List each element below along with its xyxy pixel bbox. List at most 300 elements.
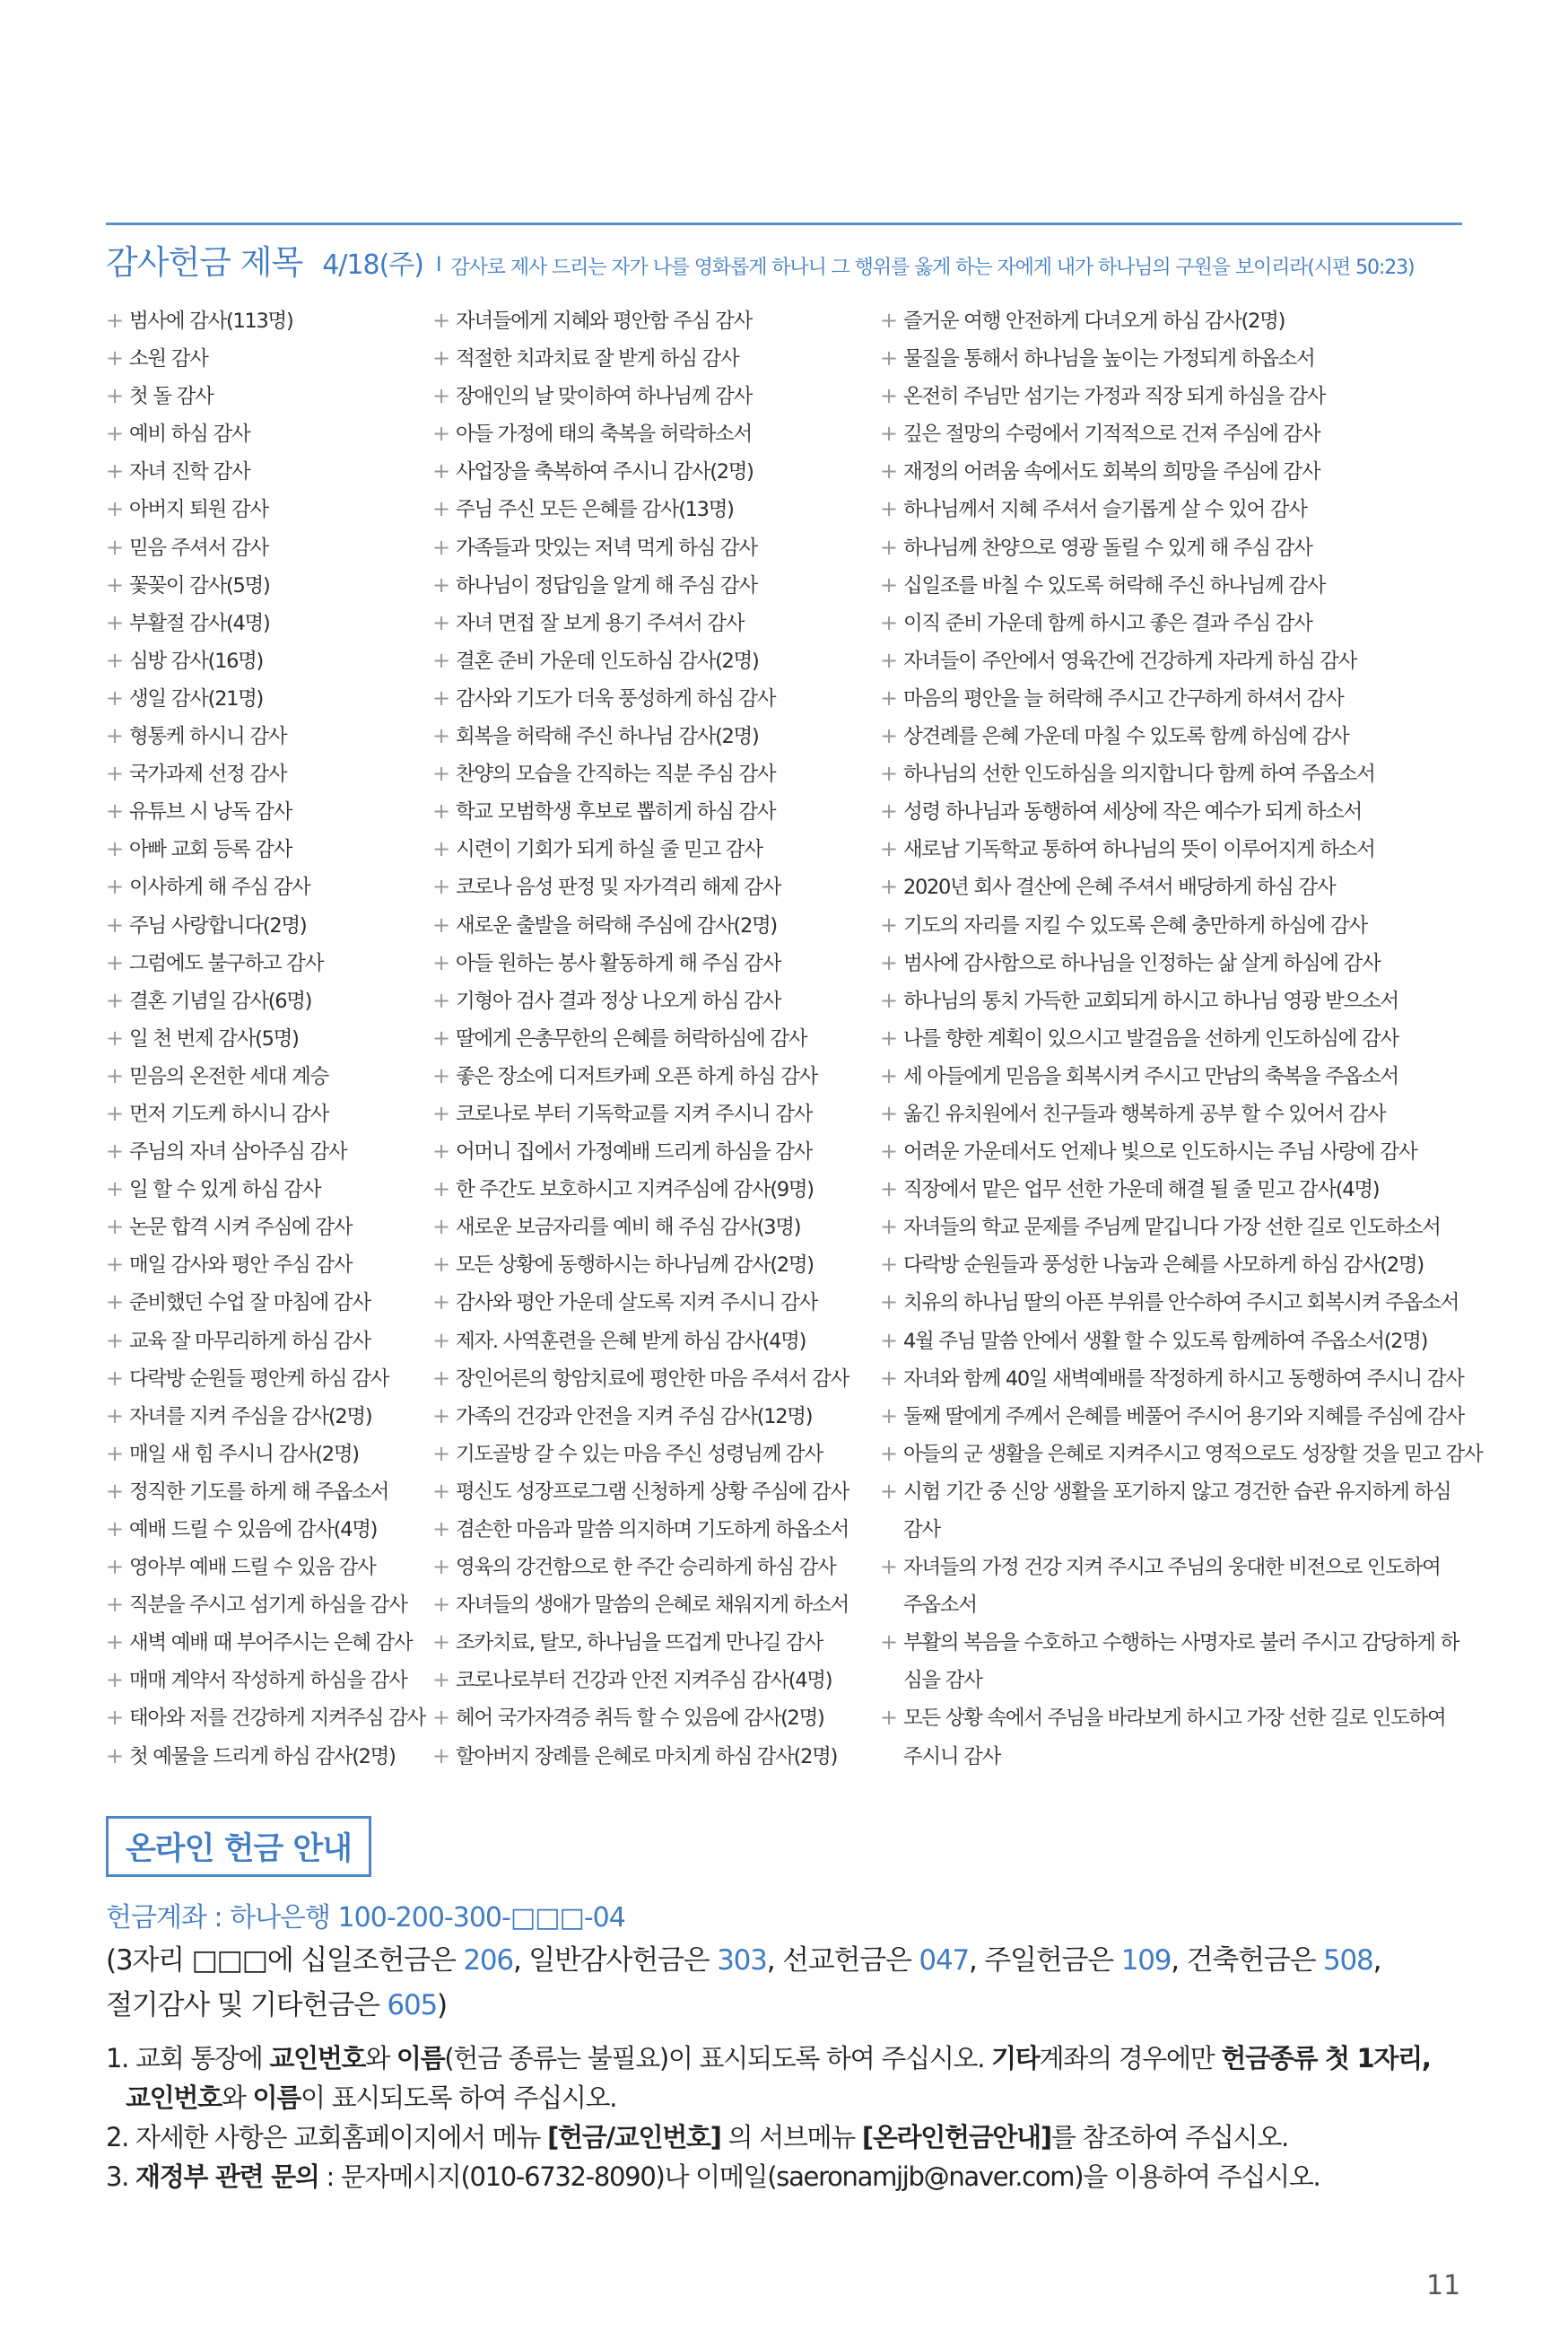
account-info: 헌금계좌 : 하나은행 100-200-300-□□□-04: [106, 1902, 625, 1934]
thanks-item-text: 조카치료, 탈모, 하나님을 뜨겁게 만나길 감사: [456, 1631, 823, 1655]
thanks-item-text: 재정의 어려움 속에서도 회복의 희망을 주심에 감사: [903, 460, 1320, 485]
thanks-item: [432, 1472, 849, 1510]
plus-icon: +: [106, 1440, 123, 1466]
plus-icon: +: [880, 1025, 897, 1051]
thanks-item: [880, 642, 1482, 679]
thanks-item: [106, 1170, 425, 1208]
thanks-item: [432, 1095, 849, 1132]
thanks-item: [880, 1245, 1482, 1283]
thanks-item-text: 한 주간도 보호하시고 지켜주심에 감사(9명): [456, 1178, 814, 1202]
thanks-item-text: 새벽 예배 때 부어주시는 은혜 감사: [129, 1631, 413, 1655]
plus-icon: +: [432, 1365, 449, 1391]
thanks-item: [432, 1435, 849, 1472]
thanks-item-text: 자녀들의 학교 문제를 주님께 맡깁니다 가장 선한 길로 인도하소서: [903, 1216, 1441, 1240]
thanks-item: [432, 755, 849, 792]
thanks-item: [432, 1322, 849, 1359]
thanks-item-text: 자녀 면접 잘 보게 용기 주셔서 감사: [456, 611, 745, 635]
codes-text: , 일반감사헌금은: [512, 1944, 718, 1977]
plus-icon: +: [432, 1629, 449, 1655]
plus-icon: +: [106, 572, 123, 598]
thanks-item: [432, 490, 849, 528]
thanks-item: [432, 1548, 849, 1585]
thanks-item-text: 부활의 복음을 수호하고 수행하는 사명자로 불러 주시고 감당하게 하: [903, 1631, 1459, 1655]
thanks-item: [432, 944, 849, 982]
thanks-item: [106, 566, 425, 604]
thanks-item-text: 태아와 저를 건강하게 지켜주심 감사: [129, 1707, 425, 1731]
thanks-item: [106, 868, 425, 905]
thanks-item-text: 직장에서 맡은 업무 선한 가운데 해결 될 줄 믿고 감사(4명): [903, 1178, 1380, 1202]
plus-icon: +: [106, 609, 123, 635]
thanks-item: [880, 1661, 1482, 1698]
thanks-item-text: 치유의 하나님 딸의 아픈 부위를 안수하여 주시고 회복시켜 주옵소서: [903, 1291, 1459, 1315]
thanks-item-text: 좋은 장소에 디저트카페 오픈 하게 하심 감사: [456, 1064, 817, 1088]
plus-icon: +: [106, 1742, 123, 1768]
thanks-item-text: 겸손한 마음과 말씀 의지하며 기도하게 하옵소서: [456, 1518, 849, 1541]
codes-text: ): [437, 1989, 447, 2021]
building-code: 508: [1322, 1944, 1373, 1977]
plus-icon: +: [880, 1365, 897, 1391]
thanks-item-text: 그럼에도 불구하고 감사: [129, 951, 324, 975]
thanks-item-text: 코로나로 부터 기독학교를 지켜 주시니 감사: [456, 1102, 813, 1126]
thanks-item: [432, 1585, 849, 1623]
thanks-item: [880, 1698, 1482, 1736]
thanks-item: [106, 1698, 425, 1736]
thanks-item: [432, 1397, 849, 1435]
thanks-item: [106, 452, 425, 490]
thanks-item-text: 영아부 예배 드릴 수 있음 감사: [129, 1556, 376, 1580]
thanks-item: [880, 1057, 1482, 1095]
thanks-item-text: 교육 잘 마무리하게 하심 감사: [129, 1329, 370, 1353]
thanks-item-text: 어머니 집에서 가정예배 드리게 하심을 감사: [456, 1140, 813, 1165]
thanks-item: [106, 1585, 425, 1623]
plus-icon: +: [106, 1289, 123, 1315]
plus-icon: +: [106, 1629, 123, 1655]
thanks-item: [106, 1623, 425, 1661]
plus-icon: +: [432, 1139, 449, 1165]
thanks-item-text: 깊은 절망의 수렁에서 기적적으로 건져 주심에 감사: [903, 423, 1320, 447]
plus-icon: +: [106, 345, 123, 371]
thanks-item-text: 아버지 퇴원 감사: [129, 498, 268, 522]
thanks-item-text: 첫 예물을 드리게 하심 감사(2명): [129, 1744, 396, 1768]
thanks-item: [432, 1057, 849, 1095]
thanks-item: [106, 717, 425, 755]
thanks-item: [106, 528, 425, 566]
plus-icon: +: [880, 1214, 897, 1240]
separator: I: [435, 254, 442, 276]
thanks-item: [432, 1019, 849, 1057]
mission-code: 047: [919, 1944, 969, 1977]
plus-icon: +: [432, 1289, 449, 1315]
plus-icon: +: [880, 1062, 897, 1088]
thanks-item: [432, 717, 849, 755]
thanks-item: [880, 1397, 1482, 1435]
plus-icon: +: [880, 1327, 897, 1353]
thanks-item: [432, 1283, 849, 1321]
plus-icon: +: [432, 1478, 449, 1504]
note-text: : 문자메시지(010-6732-8090)나 이메일(saeronamjjb@naver.com)을 이용하여 주십시오.: [318, 2161, 1320, 2192]
thanks-item-text: 자녀 진학 감사: [129, 460, 250, 485]
thanks-item-text: 십일조를 바칠 수 있도록 허락해 주신 하나님께 감사: [903, 573, 1326, 598]
thanks-item-text: 세 아들에게 믿음을 회복시켜 주시고 만남의 축복을 주옵소서: [903, 1064, 1398, 1088]
thanks-item: [432, 868, 849, 905]
codes-text: , 선교헌금은: [766, 1944, 919, 1977]
plus-icon: +: [106, 1100, 123, 1126]
thanks-item-text: 마음의 평안을 늘 허락해 주시고 간구하게 하셔서 감사: [903, 686, 1344, 711]
codes-text: , 주일헌금은: [969, 1944, 1121, 1977]
thanks-item-text: 장애인의 날 맞이하여 하나님께 감사: [456, 385, 752, 409]
thanks-item-text: 상견례를 은혜 가운데 마칠 수 있도록 함께 하심에 감사: [903, 725, 1349, 749]
plus-icon: +: [106, 1705, 123, 1731]
plus-icon: +: [880, 799, 897, 825]
thanks-item-text: 결혼 기념일 감사(6명): [129, 989, 312, 1013]
note-text: 이 표시되도록 하여 주십시오.: [300, 2082, 617, 2113]
plus-icon: +: [432, 761, 449, 787]
plus-icon: +: [106, 949, 123, 975]
thanks-item: [432, 1698, 849, 1736]
offering-codes: [106, 1938, 1433, 2028]
plus-icon: +: [432, 874, 449, 900]
plus-icon: +: [432, 1742, 449, 1768]
thanks-item-text: 자녀들에게 지혜와 평안함 주심 감사: [456, 310, 752, 333]
thanks-item: [432, 452, 849, 490]
thanks-item-text: 주시니 감사: [903, 1744, 1001, 1768]
plus-icon: +: [880, 647, 897, 673]
thanks-item: [106, 1435, 425, 1472]
plus-icon: +: [880, 1629, 897, 1655]
thanks-item: [880, 1359, 1482, 1397]
plus-icon: +: [432, 685, 449, 711]
date: 4/18(주): [322, 249, 423, 281]
thanks-item: [432, 679, 849, 717]
thanks-item: [106, 1737, 425, 1775]
thanks-item-text: 새로운 보금자리를 예비 해 주심 감사(3명): [456, 1216, 801, 1240]
note-bold: [헌금/교인번호]: [547, 2122, 721, 2152]
thanks-item: [106, 1019, 425, 1057]
note-bold: 재정부 관련 문의: [135, 2161, 319, 2192]
thanks-column-1: [106, 301, 425, 1775]
plus-icon: +: [106, 496, 123, 522]
plus-icon: +: [432, 1554, 449, 1580]
thanks-item: [880, 339, 1482, 377]
thanks-item: [106, 1322, 425, 1359]
thanks-item: [432, 830, 849, 868]
note-text: 와: [221, 2082, 253, 2113]
thanks-item-text: 일 할 수 있게 하심 감사: [129, 1178, 321, 1202]
page-number: 11: [1426, 2270, 1461, 2301]
thanks-item: [880, 415, 1482, 452]
plus-icon: +: [106, 874, 123, 900]
thanks-item-text: 적절한 치과치료 잘 받게 하심 감사: [456, 347, 739, 371]
thanks-item: [880, 377, 1482, 415]
plus-icon: +: [106, 1478, 123, 1504]
thanks-item-text: 나를 향한 계획이 있으시고 발걸음을 선하게 인도하심에 감사: [903, 1026, 1398, 1051]
note-text: 의 서브메뉴: [720, 2122, 862, 2152]
plus-icon: +: [106, 1516, 123, 1541]
thanks-item-text: 하나님이 정답임을 알게 해 주심 감사: [456, 573, 757, 598]
plus-icon: +: [106, 1327, 123, 1353]
thanks-item-text: 학교 모범학생 후보로 뽑히게 하심 감사: [456, 800, 776, 825]
plus-icon: +: [432, 987, 449, 1013]
plus-icon: +: [106, 723, 123, 749]
thanks-item-text: 성령 하나님과 동행하여 세상에 작은 예수가 되게 하소서: [903, 800, 1362, 825]
online-offering-heading-box: [106, 1816, 371, 1877]
plus-icon: +: [432, 345, 449, 371]
thanks-item-text: 믿음 주셔서 감사: [129, 536, 268, 560]
thanks-item: [106, 906, 425, 944]
thanks-item: [106, 1510, 425, 1548]
thanks-item: [880, 1095, 1482, 1132]
thanks-item: [432, 982, 849, 1019]
thanks-item: [432, 1359, 849, 1397]
thanks-item: [106, 755, 425, 792]
plus-icon: +: [106, 534, 123, 560]
plus-icon: +: [880, 1554, 897, 1580]
thanks-item: [106, 1359, 425, 1397]
thanks-item-text: 주옵소서: [903, 1593, 977, 1618]
plus-icon: +: [880, 383, 897, 409]
thanks-item-text: 가족들과 맛있는 저녁 먹게 하심 감사: [456, 536, 757, 560]
thanks-item: [106, 377, 425, 415]
thanks-item-text: 꽃꽂이 감사(5명): [129, 573, 270, 598]
thanks-item: [432, 792, 849, 830]
thanks-item-text: 주님 주신 모든 은혜를 감사(13명): [456, 498, 734, 522]
thanks-item-text: 옮긴 유치원에서 친구들과 행복하게 공부 할 수 있어서 감사: [903, 1102, 1386, 1126]
note-text: 2. 자세한 사항은 교회홈페이지에서 메뉴: [106, 2122, 548, 2152]
thanks-item: [880, 944, 1482, 982]
note-text: 계좌의 경우에만: [1039, 2043, 1222, 2073]
thanks-item: [432, 1245, 849, 1283]
note-text: 를 참조하여 주십시오.: [1050, 2122, 1288, 2152]
codes-text: ,: [1372, 1944, 1381, 1977]
thanks-item-text: 예비 하심 감사: [129, 423, 250, 447]
plus-icon: +: [880, 949, 897, 975]
thanks-item-text: 둘째 딸에게 주께서 은혜를 베풀어 주시어 용기와 지혜를 주심에 감사: [903, 1404, 1464, 1428]
plus-icon: +: [432, 799, 449, 825]
thanks-item-text: 국가과제 선정 감사: [129, 763, 287, 787]
thanks-item-text: 감사와 평안 가운데 살도록 지켜 주시니 감사: [456, 1291, 817, 1315]
plus-icon: +: [432, 421, 449, 447]
thanks-item-text: 4월 주님 말씀 안에서 생활 할 수 있도록 함께하여 주옵소서(2명): [903, 1329, 1428, 1353]
thanks-item: [880, 490, 1482, 528]
note-bold: 교인번호: [269, 2043, 366, 2073]
bible-verse: 감사로 제사 드리는 자가 나를 영화롭게 하나니 그 행위를 옳게 하는 자에게 내가 하나님의 구원을 보이리라(시편 50:23): [450, 257, 1415, 279]
thanks-item: [106, 679, 425, 717]
plus-icon: +: [432, 1516, 449, 1541]
thanks-item-text: 범사에 감사(113명): [129, 310, 293, 333]
thanks-item: [106, 1472, 425, 1510]
thanks-item-text: 아들의 군 생활을 은혜로 지켜주시고 영적으로도 성장할 것을 믿고 감사: [903, 1442, 1483, 1466]
thanks-item: [106, 1283, 425, 1321]
thanks-item-text: 자녀들의 생애가 말씀의 은혜로 채워지게 하소서: [456, 1593, 849, 1618]
plus-icon: +: [106, 1592, 123, 1618]
thanks-item-text: 하나님께서 지혜 주셔서 슬기롭게 살 수 있어 감사: [903, 498, 1307, 522]
thanks-item-text: 자녀들이 주안에서 영육간에 건강하게 자라게 하심 감사: [903, 649, 1357, 673]
thanks-item: [106, 490, 425, 528]
plus-icon: +: [106, 685, 123, 711]
thanks-item-text: 논문 합격 시켜 주심에 감사: [129, 1216, 353, 1240]
note-bold: 교인번호: [126, 2082, 222, 2113]
thanks-item: [106, 1245, 425, 1283]
thanks-column-2: [432, 301, 849, 1775]
thanks-item-text: 하나님의 통치 가득한 교회되게 하시고 하나님 영광 받으소서: [903, 989, 1398, 1013]
thanks-item: [880, 982, 1482, 1019]
plus-icon: +: [432, 1062, 449, 1088]
thanks-item: [106, 1661, 425, 1698]
thanks-item-text: 코로나 음성 판정 및 자가격리 해제 감사: [456, 876, 781, 900]
plus-icon: +: [106, 987, 123, 1013]
thanks-item-text: 새로남 기독학교 통하여 하나님의 뜻이 이루어지게 하소서: [903, 838, 1375, 862]
plus-icon: +: [880, 458, 897, 485]
thanks-item: [880, 755, 1482, 792]
thanks-item-text: 심을 감사: [903, 1669, 982, 1693]
thanks-item-text: 매일 감사와 평안 주심 감사: [129, 1253, 353, 1278]
thanks-item: [106, 1057, 425, 1095]
thanks-item-text: 장인어른의 항암치료에 평안한 마음 주셔서 감사: [456, 1366, 849, 1391]
thanks-item: [432, 604, 849, 642]
thanks-item-text: 심방 감사(16명): [129, 649, 264, 673]
thanks-item: [880, 1019, 1482, 1057]
thanks-item-text: 이직 준비 가운데 함께 하시고 좋은 결과 주심 감사: [903, 611, 1312, 635]
plus-icon: +: [106, 1252, 123, 1278]
thanks-item-text: 어려운 가운데서도 언제나 빛으로 인도하시는 주님 사랑에 감사: [903, 1140, 1417, 1165]
plus-icon: +: [880, 1252, 897, 1278]
thanks-item: [880, 1623, 1482, 1661]
thanks-item: [106, 1132, 425, 1170]
plus-icon: +: [880, 723, 897, 749]
thanks-item: [880, 792, 1482, 830]
thanks-item: [432, 1510, 849, 1548]
thanks-item-text: 모든 상황 속에서 주님을 바라보게 하시고 가장 선한 길로 인도하여: [903, 1707, 1446, 1731]
thanks-item-text: 회복을 허락해 주신 하나님 감사(2명): [456, 725, 759, 749]
thanks-item: [432, 1170, 849, 1208]
thanks-item: [432, 377, 849, 415]
thanks-item-text: 모든 상황에 동행하시는 하나님께 감사(2명): [456, 1253, 814, 1278]
thanks-item-text: 다락방 순원들 평안케 하심 감사: [129, 1366, 389, 1391]
thanks-item: [432, 1737, 849, 1775]
plus-icon: +: [432, 1705, 449, 1731]
plus-icon: +: [432, 572, 449, 598]
plus-icon: +: [880, 1100, 897, 1126]
codes-text: , 건축헌금은: [1171, 1944, 1323, 1977]
thanks-item: [432, 906, 849, 944]
thanks-item: [880, 1548, 1482, 1585]
note-text: 3.: [106, 2161, 135, 2192]
thanks-item: [880, 528, 1482, 566]
section-title: 감사헌금 제목: [106, 243, 303, 282]
thanks-column-3: [880, 301, 1482, 1775]
plus-icon: +: [432, 949, 449, 975]
codes-text: 절기감사 및 기타헌금은: [106, 1989, 388, 2021]
thanks-item: [432, 1208, 849, 1245]
thanks-item: [880, 1510, 1482, 1548]
thanks-item: [432, 566, 849, 604]
notes: [106, 2039, 1469, 2196]
thanks-item-text: 2020년 회사 결산에 은혜 주셔서 배당하게 하심 감사: [903, 876, 1336, 900]
thanks-item-text: 물질을 통해서 하나님을 높이는 가정되게 하옵소서: [903, 347, 1315, 371]
thanks-item: [880, 1170, 1482, 1208]
plus-icon: +: [880, 572, 897, 598]
thanks-item: [880, 906, 1482, 944]
thanks-item-text: 자녀들의 가정 건강 지켜 주시고 주님의 웅대한 비전으로 인도하여: [903, 1556, 1441, 1580]
thanks-item: [106, 1095, 425, 1132]
plus-icon: +: [106, 1062, 123, 1088]
plus-icon: +: [432, 383, 449, 409]
plus-icon: +: [432, 1214, 449, 1240]
plus-icon: +: [432, 647, 449, 673]
thanks-item: [880, 566, 1482, 604]
plus-icon: +: [880, 1176, 897, 1202]
thanks-item-text: 생일 감사(21명): [129, 686, 264, 711]
thanks-item-text: 예배 드릴 수 있음에 감사(4명): [129, 1518, 378, 1541]
plus-icon: +: [432, 1176, 449, 1202]
thanks-item: [106, 1397, 425, 1435]
note-3: [106, 2157, 1469, 2196]
note-1: [106, 2039, 1469, 2078]
note-text: 와: [365, 2043, 396, 2073]
plus-icon: +: [880, 1705, 897, 1731]
plus-icon: +: [880, 1289, 897, 1315]
thanks-item: [880, 1737, 1482, 1775]
thanks-item: [106, 642, 425, 679]
plus-icon: +: [880, 987, 897, 1013]
thanks-item-text: 아들 가정에 태의 축복을 허락하소서: [456, 423, 752, 447]
plus-icon: +: [880, 761, 897, 787]
plus-icon: +: [432, 836, 449, 862]
thanks-item-text: 기도의 자리를 지킬 수 있도록 은혜 충만하게 하심에 감사: [903, 913, 1367, 938]
plus-icon: +: [106, 383, 123, 409]
plus-icon: +: [106, 647, 123, 673]
thanks-item-text: 기도골방 갈 수 있는 마음 주신 성령님께 감사: [456, 1442, 823, 1466]
thanks-item: [432, 301, 849, 339]
thanks-item-text: 헤어 국가자격증 취득 할 수 있음에 감사(2명): [456, 1707, 824, 1731]
thanks-item-text: 즐거운 여행 안전하게 다녀오게 하심 감사(2명): [903, 310, 1285, 333]
note-1-cont: [106, 2078, 1469, 2117]
thanks-item: [432, 1132, 849, 1170]
plus-icon: +: [432, 1402, 449, 1428]
thanks-item-text: 평신도 성장프로그램 신청하게 상황 주심에 감사: [456, 1480, 849, 1504]
thanks-item-text: 첫 돌 감사: [129, 385, 213, 409]
plus-icon: +: [106, 1402, 123, 1428]
codes-text: (3자리 □□□에 십일조헌금은: [106, 1944, 464, 1977]
thanks-item-text: 찬양의 모습을 간직하는 직분 주심 감사: [456, 763, 776, 787]
plus-icon: +: [432, 1667, 449, 1693]
thanks-item-text: 소원 감사: [129, 347, 208, 371]
thanks-item: [106, 982, 425, 1019]
thanks-item-text: 하나님의 선한 인도하심을 의지합니다 함께 하여 주옵소서: [903, 763, 1375, 787]
plus-icon: +: [432, 1100, 449, 1126]
thanks-item-text: 딸에게 은총무한의 은혜를 허락하심에 감사: [456, 1026, 807, 1051]
thanks-item: [880, 604, 1482, 642]
thanks-item-text: 매매 계약서 작성하게 하심을 감사: [129, 1669, 407, 1693]
thanks-item: [880, 1435, 1482, 1472]
thanks-item: [106, 301, 425, 339]
thanks-item-text: 주님 사랑합니다(2명): [129, 913, 307, 938]
note-bold: 헌금종류 첫 1자리,: [1221, 2043, 1431, 2073]
thanks-item: [106, 830, 425, 868]
thanks-item: [106, 1208, 425, 1245]
sunday-code: 109: [1120, 1944, 1172, 1977]
plus-icon: +: [106, 799, 123, 825]
plus-icon: +: [432, 496, 449, 522]
thanks-item-text: 제자. 사역훈련을 은혜 받게 하심 감사(4명): [456, 1329, 806, 1353]
plus-icon: +: [880, 534, 897, 560]
thanks-item: [106, 1548, 425, 1585]
thanks-item-text: 영육의 강건함으로 한 주간 승리하게 하심 감사: [456, 1556, 836, 1580]
thanks-item-text: 새로운 출발을 허락해 주심에 감사(2명): [456, 913, 777, 938]
thanks-item-text: 부활절 감사(4명): [129, 611, 270, 635]
thanks-item: [432, 528, 849, 566]
thanks-item-text: 온전히 주님만 섬기는 가정과 직장 되게 하심을 감사: [903, 385, 1326, 409]
